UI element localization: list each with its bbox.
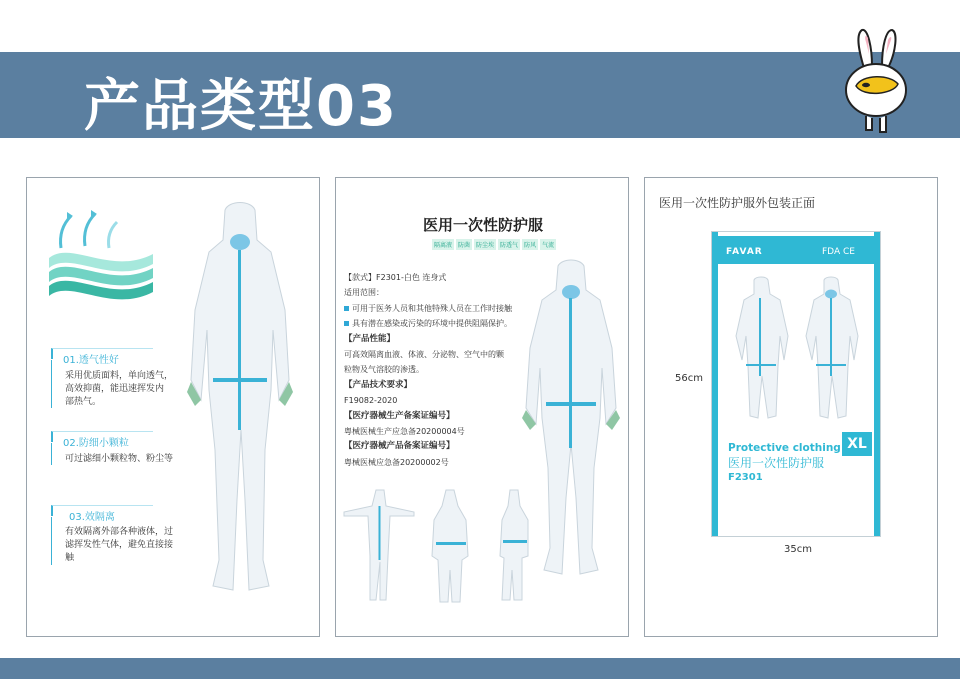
spec-line	[344, 424, 524, 439]
suit-angles-photo	[340, 486, 540, 606]
feature-tag: 防尘埃	[474, 239, 496, 250]
bullet-icon	[344, 306, 349, 311]
package-image	[711, 231, 881, 537]
spec-line	[344, 378, 524, 393]
spec-line-text: 可高效隔离血液、体液、分泌物、空气中的颗	[344, 349, 504, 359]
footer-band	[0, 658, 960, 679]
feature-02-text: 可过滤细小颗粒物、粉尘等	[65, 454, 174, 464]
product-spec-list	[344, 270, 524, 470]
package-caption: 医用一次性防护服外包装正面	[659, 196, 816, 210]
feature-02-title: 02.防细小颗粒	[63, 438, 129, 449]
feature-01-text: 采用优质面料，单向透气， 高效抑菌，能迅速挥发内 部热气。	[65, 371, 174, 407]
feature-03-text: 有效隔离外部各种液体，过 滤挥发性气体，避免直接接 触	[65, 527, 174, 563]
spec-line	[344, 455, 524, 470]
spec-line	[344, 270, 524, 285]
spec-line	[344, 301, 524, 316]
spec-line	[344, 347, 524, 362]
features-panel	[26, 177, 320, 637]
spec-line	[344, 409, 524, 424]
package-height-label: 56cm	[675, 373, 703, 384]
spec-line-text: 粤械医械应急备20200002号	[344, 457, 449, 467]
spec-line-text: 适用范围：	[344, 288, 384, 298]
spec-line-text: 【款式】F2301-白色 连身式	[344, 273, 447, 282]
package-chinese-name: 医用一次性防护服	[728, 456, 825, 470]
package-english-name: Protective clothing	[728, 442, 841, 454]
spec-line-text: 【医疗器械生产备案证编号】	[344, 410, 455, 421]
bullet-icon	[344, 321, 349, 326]
product-info-panel	[335, 177, 629, 637]
spec-line-text: F19082-2020	[344, 396, 398, 406]
feature-tags	[432, 239, 556, 250]
feature-tag: 防菌	[456, 239, 472, 250]
package-suit-images	[726, 276, 866, 426]
spec-line-text: 【产品技术要求】	[344, 379, 413, 390]
feature-01-title: 01.透气性好	[63, 355, 119, 366]
spec-line	[344, 393, 524, 408]
spec-line	[344, 362, 524, 377]
feature-tag: 气流	[540, 239, 556, 250]
spec-line-text: 【产品性能】	[344, 333, 396, 344]
package-certifications: FDA CE	[822, 247, 855, 257]
package-panel	[644, 177, 938, 637]
feature-tag: 防风	[522, 239, 538, 250]
package-size-badge: XL	[842, 432, 872, 456]
spec-line	[344, 439, 524, 454]
spec-line-text: 粒物及气溶胶的渗透。	[344, 365, 424, 375]
feature-03-title: 03.效隔离	[69, 512, 115, 523]
package-model-code: F2301	[728, 472, 763, 483]
spec-line-text: 【医疗器械产品备案证编号】	[344, 441, 455, 452]
spec-line-text: 粤械医械生产应急备20200004号	[344, 426, 465, 436]
feature-01-line	[51, 360, 52, 408]
fabric-layers-icon	[41, 208, 161, 318]
spec-line	[344, 285, 524, 300]
protective-suit-photo	[185, 200, 295, 612]
page-title: 产品类型03	[84, 74, 398, 139]
package-width-label: 35cm	[784, 544, 812, 555]
spec-line	[344, 316, 524, 331]
feature-03-line	[51, 517, 52, 565]
spec-line-text: 具有潜在感染或污染的环境中提供阻隔保护。	[352, 319, 512, 329]
spec-line	[344, 332, 524, 347]
feature-02-line	[51, 443, 52, 465]
feature-tag: 隔离液	[432, 239, 454, 250]
spec-line-text: 可用于医务人员和其他特殊人员在工作时接触	[352, 303, 512, 313]
package-brand: FAVAR	[726, 247, 763, 257]
feature-tag: 防透气	[498, 239, 520, 250]
product-title: 医用一次性防护服	[422, 216, 543, 234]
rabbit-mascot-icon	[842, 28, 910, 140]
